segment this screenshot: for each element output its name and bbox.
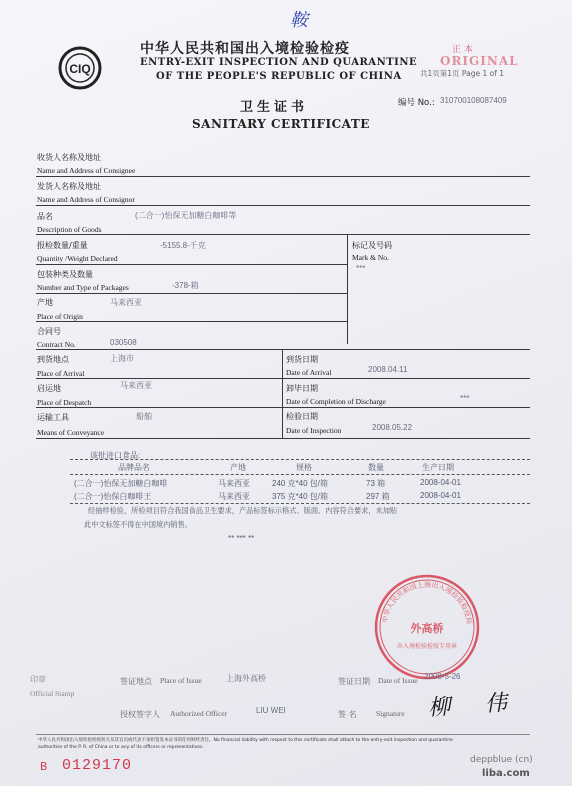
consignee-label-en: Name and Address of Consignee [37, 166, 136, 175]
arrival-place-label-en: Place of Arrival [37, 369, 85, 378]
discharge-label-en: Date of Completion of Discharge [286, 397, 386, 406]
consignor-label-en: Name and Address of Consignor [37, 195, 135, 204]
conclusion-line1: 经抽样检验，所检项目符合我国食品卫生要求，产品标签标示格式、版面、内容符合要求，未加贴 [88, 506, 398, 515]
origin-value: 马来西亚 [110, 298, 142, 307]
handwritten-signature: 柳 伟 [427, 689, 522, 722]
row1-date: 2008-04-01 [420, 478, 461, 487]
row2-origin: 马来西亚 [218, 492, 250, 501]
qty-label-en: Quantity /Weight Declared [37, 254, 118, 263]
marks-label-en: Mark & No. [352, 253, 389, 262]
conveyance-label-en: Means of Conveyance [37, 428, 105, 437]
qty-value: -5155.8-千克 [160, 241, 206, 250]
watermark-line2: liba.com [482, 768, 530, 779]
title-en-line2: OF THE PEOPLE'S REPUBLIC OF CHINA [156, 71, 402, 82]
issue-date-label-en: Date of Issue [378, 676, 418, 685]
seal-inner-text: 出入境检验检疫专用章 [396, 643, 458, 650]
issue-place-label-en: Place of Issue [160, 676, 202, 685]
inspection-value: 2008.05.22 [372, 423, 413, 432]
despatch-label-cn: 启运地 [37, 384, 61, 393]
cert-no-label: 编号 No.: [398, 98, 435, 108]
officer-value: LIU WEI [256, 706, 286, 715]
issue-date-value: 2008-5-26 [424, 672, 461, 681]
serial-prefix: B [40, 760, 48, 774]
row2-spec: 375 克*40 包/箱 [272, 492, 329, 501]
arrival-place-value: 上海市 [110, 354, 134, 363]
cert-title-cn: 卫生证书 [240, 100, 309, 115]
goods-value: (二合一)怡保无加糖白咖啡等 [135, 211, 237, 220]
officer-label-cn: 授权签字人 [120, 710, 160, 719]
row1-brand: (二合一)怡保无加糖白咖啡 [74, 479, 168, 488]
results-intro: 该批进口食品: [90, 451, 141, 460]
signature-label-en: Signature [376, 709, 405, 718]
row2-qty: 297 箱 [366, 492, 390, 501]
qty-label-cn: 报检数量/重量 [37, 241, 88, 250]
contract-label-cn: 合同号 [37, 327, 61, 336]
row1-qty: 73 箱 [366, 479, 386, 488]
original-label-en: ORIGINAL [440, 54, 519, 68]
official-stamp-label-en: Official Stamp [30, 689, 75, 698]
watermark-line1: deppblue (cn) [470, 755, 533, 765]
origin-label-en: Place of Origin [37, 312, 83, 321]
end-mark: ** *** ** [228, 534, 255, 543]
signature-label-cn: 签 名 [338, 710, 357, 719]
row1-origin: 马来西亚 [218, 479, 250, 488]
original-label-cn: 正 本 [452, 45, 473, 55]
despatch-label-en: Place of Despatch [37, 398, 92, 407]
results-header-origin: 产地 [230, 463, 246, 472]
results-header-spec: 规格 [296, 463, 312, 472]
marks-label-cn: 标记及号码 [352, 241, 392, 250]
despatch-value: 马来西亚 [120, 381, 152, 390]
conclusion-line2: 此中文标签不得在中国境内销售。 [84, 520, 192, 529]
official-stamp-label-cn: 印章 [30, 675, 46, 684]
discharge-value: *** [460, 394, 470, 403]
seal-outer-text: 中华人民共和国上海出入境检验检疫局 [381, 580, 473, 625]
cert-no-value: 310700108087409 [440, 96, 507, 105]
conveyance-label-cn: 运输工具 [37, 413, 69, 422]
goods-label-en: Description of Goods [37, 225, 102, 234]
disclaimer-line2: authorities of the P. R. of China or to any of its officers or representatives. [38, 745, 204, 750]
contract-value: 030508 [110, 338, 137, 347]
pkg-value: -378-箱 [172, 281, 199, 290]
pkg-label-en: Number and Type of Packages [37, 283, 129, 292]
cert-title-en: SANITARY CERTIFICATE [192, 117, 370, 131]
consignee-label-cn: 收货人名称及地址 [37, 153, 101, 162]
results-header-qty: 数量 [368, 463, 384, 472]
serial-number: 0129170 [62, 757, 133, 774]
results-header-date: 生产日期 [422, 463, 454, 472]
logo-text: CIQ [69, 62, 91, 76]
consignor-label-cn: 发货人名称及地址 [37, 182, 101, 191]
official-seal-stamp [372, 572, 482, 682]
arrival-place-label-cn: 到货地点 [37, 355, 69, 364]
issue-date-label-cn: 签证日期 [338, 677, 370, 686]
row2-brand: (二合一)怡保白咖啡王 [74, 492, 152, 501]
goods-label-cn: 品名 [37, 212, 53, 221]
page-info: 共1页第1页 Page 1 of 1 [420, 69, 505, 78]
seal-center-text: 外高桥 [410, 622, 444, 635]
inspection-label-en: Date of Inspection [286, 426, 342, 435]
marks-value: *** [356, 264, 366, 273]
issue-place-value: 上海外高桥 [226, 674, 266, 683]
results-header-brand: 品牌品名 [118, 463, 150, 472]
inspection-label-cn: 检验日期 [286, 412, 318, 421]
disclaimer-line1: 中华人民共和国出入境检验检疫机关及其官员或代表不承担签发本证书的任何财经责任。No financial liability with respect to this certificate shall attach to the entry-exit inspection and quarantine [38, 738, 453, 743]
conveyance-value: 船舶 [136, 412, 152, 421]
arrival-date-label-cn: 到货日期 [286, 355, 318, 364]
handwritten-mark: 鞍 [290, 10, 308, 31]
issue-place-label-cn: 签证地点 [120, 677, 152, 686]
row2-date: 2008-04-01 [420, 491, 461, 500]
arrival-date-value: 2008.04.11 [368, 365, 408, 374]
pkg-label-cn: 包装种类及数量 [37, 270, 93, 279]
officer-label-en: Authorized Officer [170, 709, 228, 718]
discharge-label-cn: 卸毕日期 [286, 384, 318, 393]
title-cn: 中华人民共和国出入境检验检疫 [140, 41, 350, 57]
contract-label-en: Contract No. [37, 340, 76, 349]
origin-label-cn: 产地 [37, 298, 53, 307]
arrival-date-label-en: Date of Arrival [286, 368, 332, 377]
row1-spec: 240 克*40 包/箱 [272, 479, 329, 488]
title-en-line1: ENTRY-EXIT INSPECTION AND QUARANTINE [140, 57, 418, 68]
ciq-logo-icon [58, 46, 102, 90]
